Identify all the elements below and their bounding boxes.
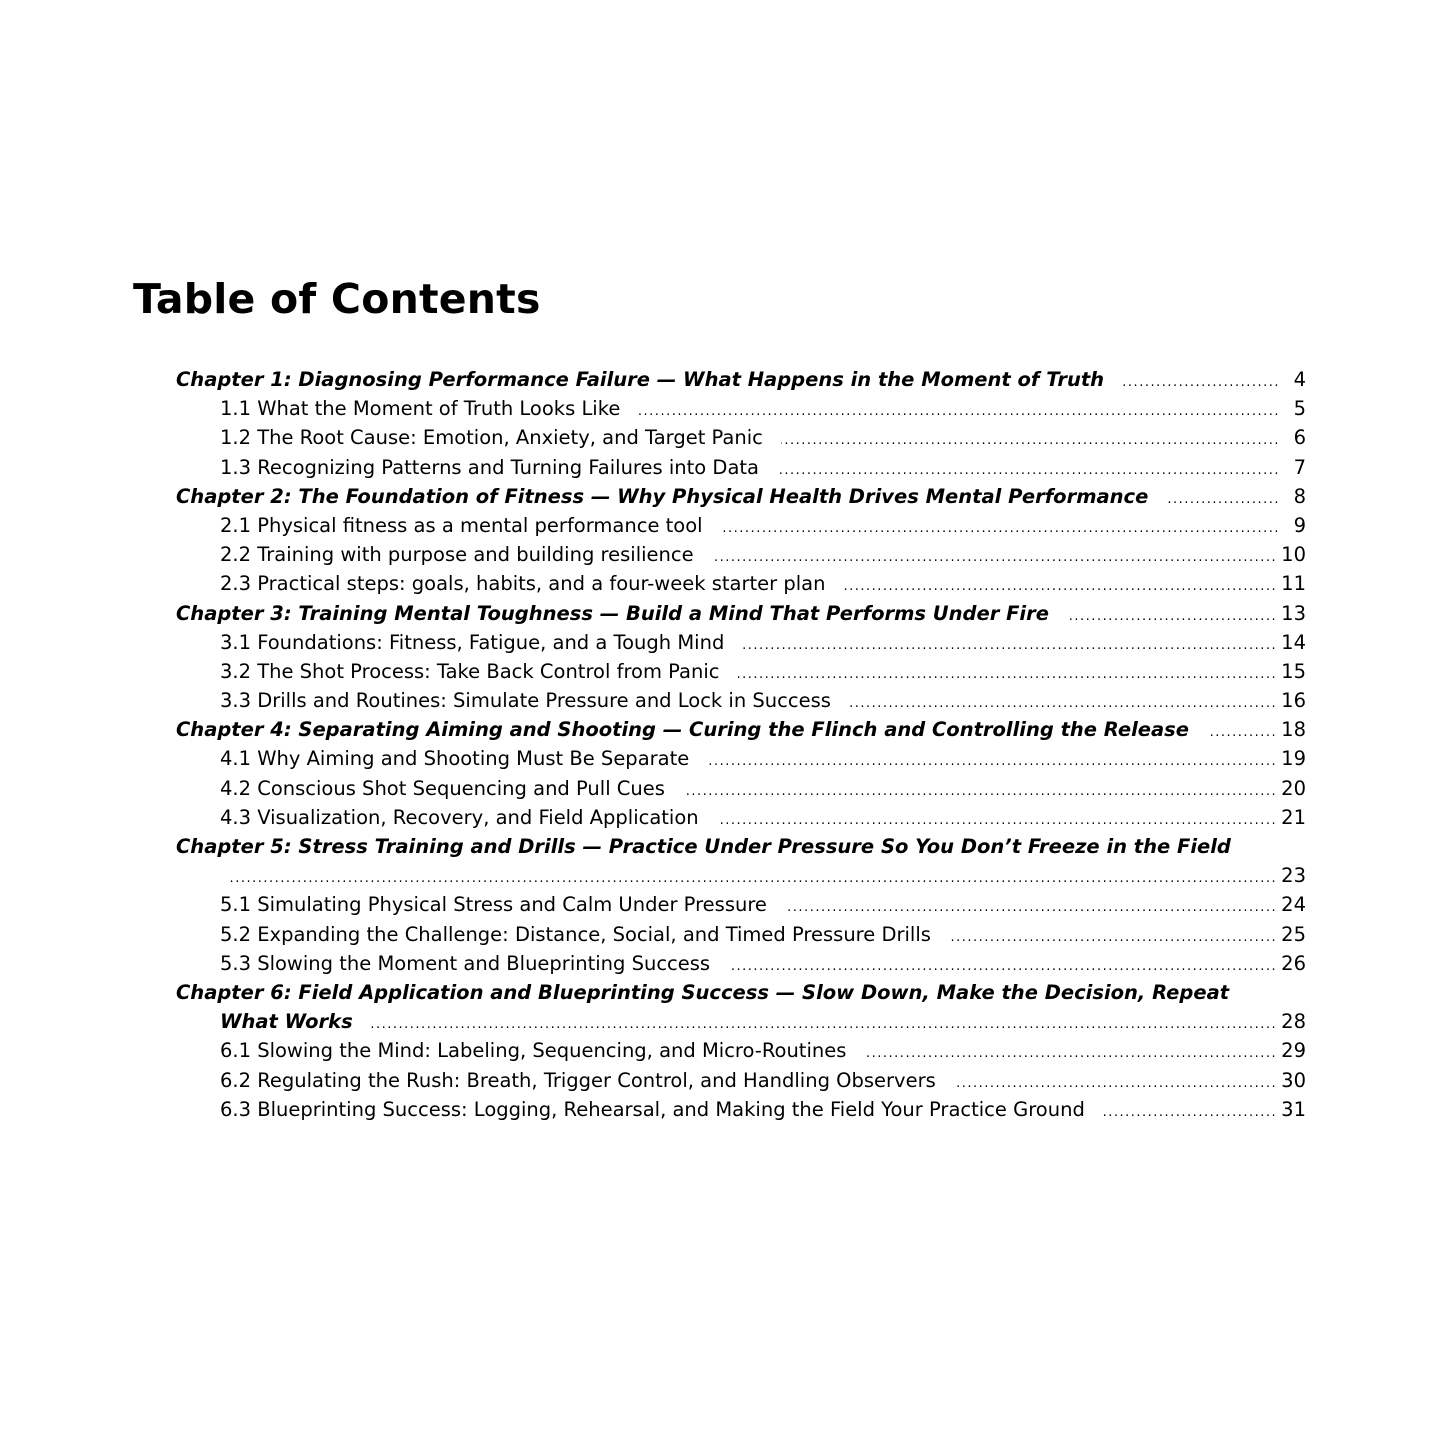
dot-leader (1122, 368, 1280, 397)
dot-leader (864, 1039, 1277, 1068)
dot-leader (707, 747, 1277, 776)
toc-list (176, 365, 1306, 1124)
toc-entry-label: 5.1 Simulating Physical Stress and Calm Under Pressure (220, 893, 767, 917)
toc-section-entry[interactable] (220, 628, 1306, 657)
toc-chapter-entry[interactable] (176, 832, 1306, 890)
toc-section-entry[interactable] (220, 803, 1306, 832)
dot-leader (228, 864, 1277, 893)
toc-section-entry[interactable] (220, 744, 1306, 773)
toc-page-number: 8 (1293, 484, 1306, 508)
toc-section-entry[interactable] (220, 453, 1306, 482)
toc-section-entry[interactable] (220, 423, 1306, 452)
toc-entry-label: 2.1 Physical fitness as a mental performance tool (220, 513, 703, 537)
toc-entry-label: 1.1 What the Moment of Truth Looks Like (220, 397, 621, 421)
toc-page-number: 4 (1293, 368, 1306, 391)
dot-leader (717, 806, 1278, 835)
toc-section-entry[interactable] (220, 920, 1306, 949)
toc-section-entry[interactable] (220, 949, 1306, 978)
toc-entry-label: 4.3 Visualization, Recovery, and Field Application (220, 805, 699, 829)
toc-entry-label: Chapter 6: Field Application and Blueprinting Success — Slow Down, Make the Decision, Repeat (176, 980, 1230, 1004)
toc-page-number: 24 (1281, 893, 1306, 917)
dot-leader (849, 689, 1277, 718)
dot-leader (1067, 602, 1277, 631)
toc-section-entry[interactable] (220, 511, 1306, 540)
dot-leader (949, 923, 1277, 952)
toc-page-number: 31 (1281, 1097, 1306, 1121)
toc-page-number: 20 (1281, 776, 1306, 800)
toc-entry-label: 3.1 Foundations: Fitness, Fatigue, and a Tough Mind (220, 630, 725, 654)
toc-section-entry[interactable] (220, 657, 1306, 686)
dot-leader (954, 1069, 1277, 1098)
toc-section-entry[interactable] (220, 540, 1306, 569)
toc-section-entry[interactable] (220, 1036, 1306, 1065)
toc-entry-label: Chapter 2: The Foundation of Fitness — Why Physical Health Drives Mental Performance (176, 484, 1149, 508)
toc-page-number: 18 (1281, 718, 1306, 742)
toc-page-number: 6 (1293, 426, 1306, 450)
dot-leader (638, 397, 1280, 426)
dot-leader (683, 777, 1277, 806)
toc-page-number: 23 (1281, 864, 1306, 888)
toc-page-number: 16 (1281, 689, 1306, 713)
toc-chapter-entry[interactable] (176, 599, 1306, 628)
dot-leader (712, 543, 1278, 572)
toc-page-number: 29 (1281, 1039, 1306, 1063)
toc-page-number: 9 (1293, 513, 1306, 537)
dot-leader (738, 660, 1278, 689)
toc-page-number: 21 (1281, 805, 1306, 829)
toc-section-entry[interactable] (220, 1095, 1306, 1124)
toc-section-entry[interactable] (220, 774, 1306, 803)
toc-section-entry[interactable] (220, 1066, 1306, 1095)
dot-leader (1103, 1098, 1277, 1127)
toc-page-number: 28 (1281, 1010, 1306, 1034)
toc-entry-label: 6.1 Slowing the Mind: Labeling, Sequencing, and Micro-Routines (220, 1039, 847, 1063)
toc-page-number: 11 (1281, 572, 1306, 596)
toc-page-number: 30 (1281, 1068, 1306, 1092)
toc-chapter-entry[interactable] (176, 715, 1306, 744)
toc-entry-label: 6.3 Blueprinting Success: Logging, Rehearsal, and Making the Field Your Practice Ground (220, 1097, 1085, 1121)
toc-entry-label: Chapter 1: Diagnosing Performance Failure — What Happens in the Moment of Truth (176, 368, 1105, 391)
toc-page-number: 10 (1281, 543, 1306, 567)
toc-entry-label: 2.2 Training with purpose and building resilience (220, 543, 694, 567)
dot-leader (1207, 718, 1277, 747)
dot-leader (371, 1010, 1277, 1039)
toc-entry-label: Chapter 5: Stress Training and Drills — Practice Under Pressure So You Don’t Freeze in the Field (176, 835, 1231, 858)
toc-section-entry[interactable] (220, 890, 1306, 919)
dot-leader (777, 456, 1280, 485)
toc-entry-label: 2.3 Practical steps: goals, habits, and a four-week starter plan (220, 572, 826, 596)
toc-entry-label: 6.2 Regulating the Rush: Breath, Trigger Control, and Handling Observers (220, 1068, 936, 1092)
dot-leader (721, 514, 1280, 543)
toc-page-number: 5 (1293, 397, 1306, 421)
dot-leader (781, 426, 1280, 455)
toc-chapter-entry[interactable] (176, 365, 1306, 394)
toc-entry-label: 4.2 Conscious Shot Sequencing and Pull Cues (220, 776, 665, 800)
toc-chapter-entry[interactable] (176, 482, 1306, 511)
dot-leader (1166, 485, 1280, 514)
toc-chapter-entry[interactable] (176, 978, 1306, 1036)
toc-entry-label: 4.1 Why Aiming and Shooting Must Be Separate (220, 747, 690, 771)
dot-leader (785, 893, 1277, 922)
toc-page-number: 13 (1281, 601, 1306, 625)
toc-page-number: 15 (1281, 659, 1306, 683)
toc-page-number: 26 (1281, 951, 1306, 975)
toc-entry-label: 5.3 Slowing the Moment and Blueprinting Success (220, 951, 711, 975)
toc-section-entry[interactable] (220, 686, 1306, 715)
dot-leader (742, 631, 1277, 660)
toc-section-entry[interactable] (220, 394, 1306, 423)
toc-entry-label: 1.3 Recognizing Patterns and Turning Failures into Data (220, 455, 759, 479)
toc-entry-label: 1.2 The Root Cause: Emotion, Anxiety, and Target Panic (220, 426, 763, 450)
dot-leader (728, 952, 1277, 981)
toc-entry-label: Chapter 4: Separating Aiming and Shooting — Curing the Flinch and Controlling the Release (176, 718, 1189, 742)
toc-entry-label: 3.2 The Shot Process: Take Back Control from Panic (220, 659, 720, 683)
toc-page-number: 7 (1293, 455, 1306, 479)
toc-entry-label: Chapter 3: Training Mental Toughness — Build a Mind That Performs Under Fire (176, 601, 1049, 625)
page-title: Table of Contents (133, 275, 541, 323)
toc-entry-label-continued: What Works (220, 1010, 353, 1034)
toc-entry-label: 5.2 Expanding the Challenge: Distance, Social, and Timed Pressure Drills (220, 922, 931, 946)
toc-page-number: 19 (1281, 747, 1306, 771)
toc-page-number: 25 (1281, 922, 1306, 946)
toc-entry-label: 3.3 Drills and Routines: Simulate Pressure and Lock in Success (220, 689, 831, 713)
toc-page-number: 14 (1281, 630, 1306, 654)
toc-section-entry[interactable] (220, 569, 1306, 598)
dot-leader (843, 572, 1277, 601)
